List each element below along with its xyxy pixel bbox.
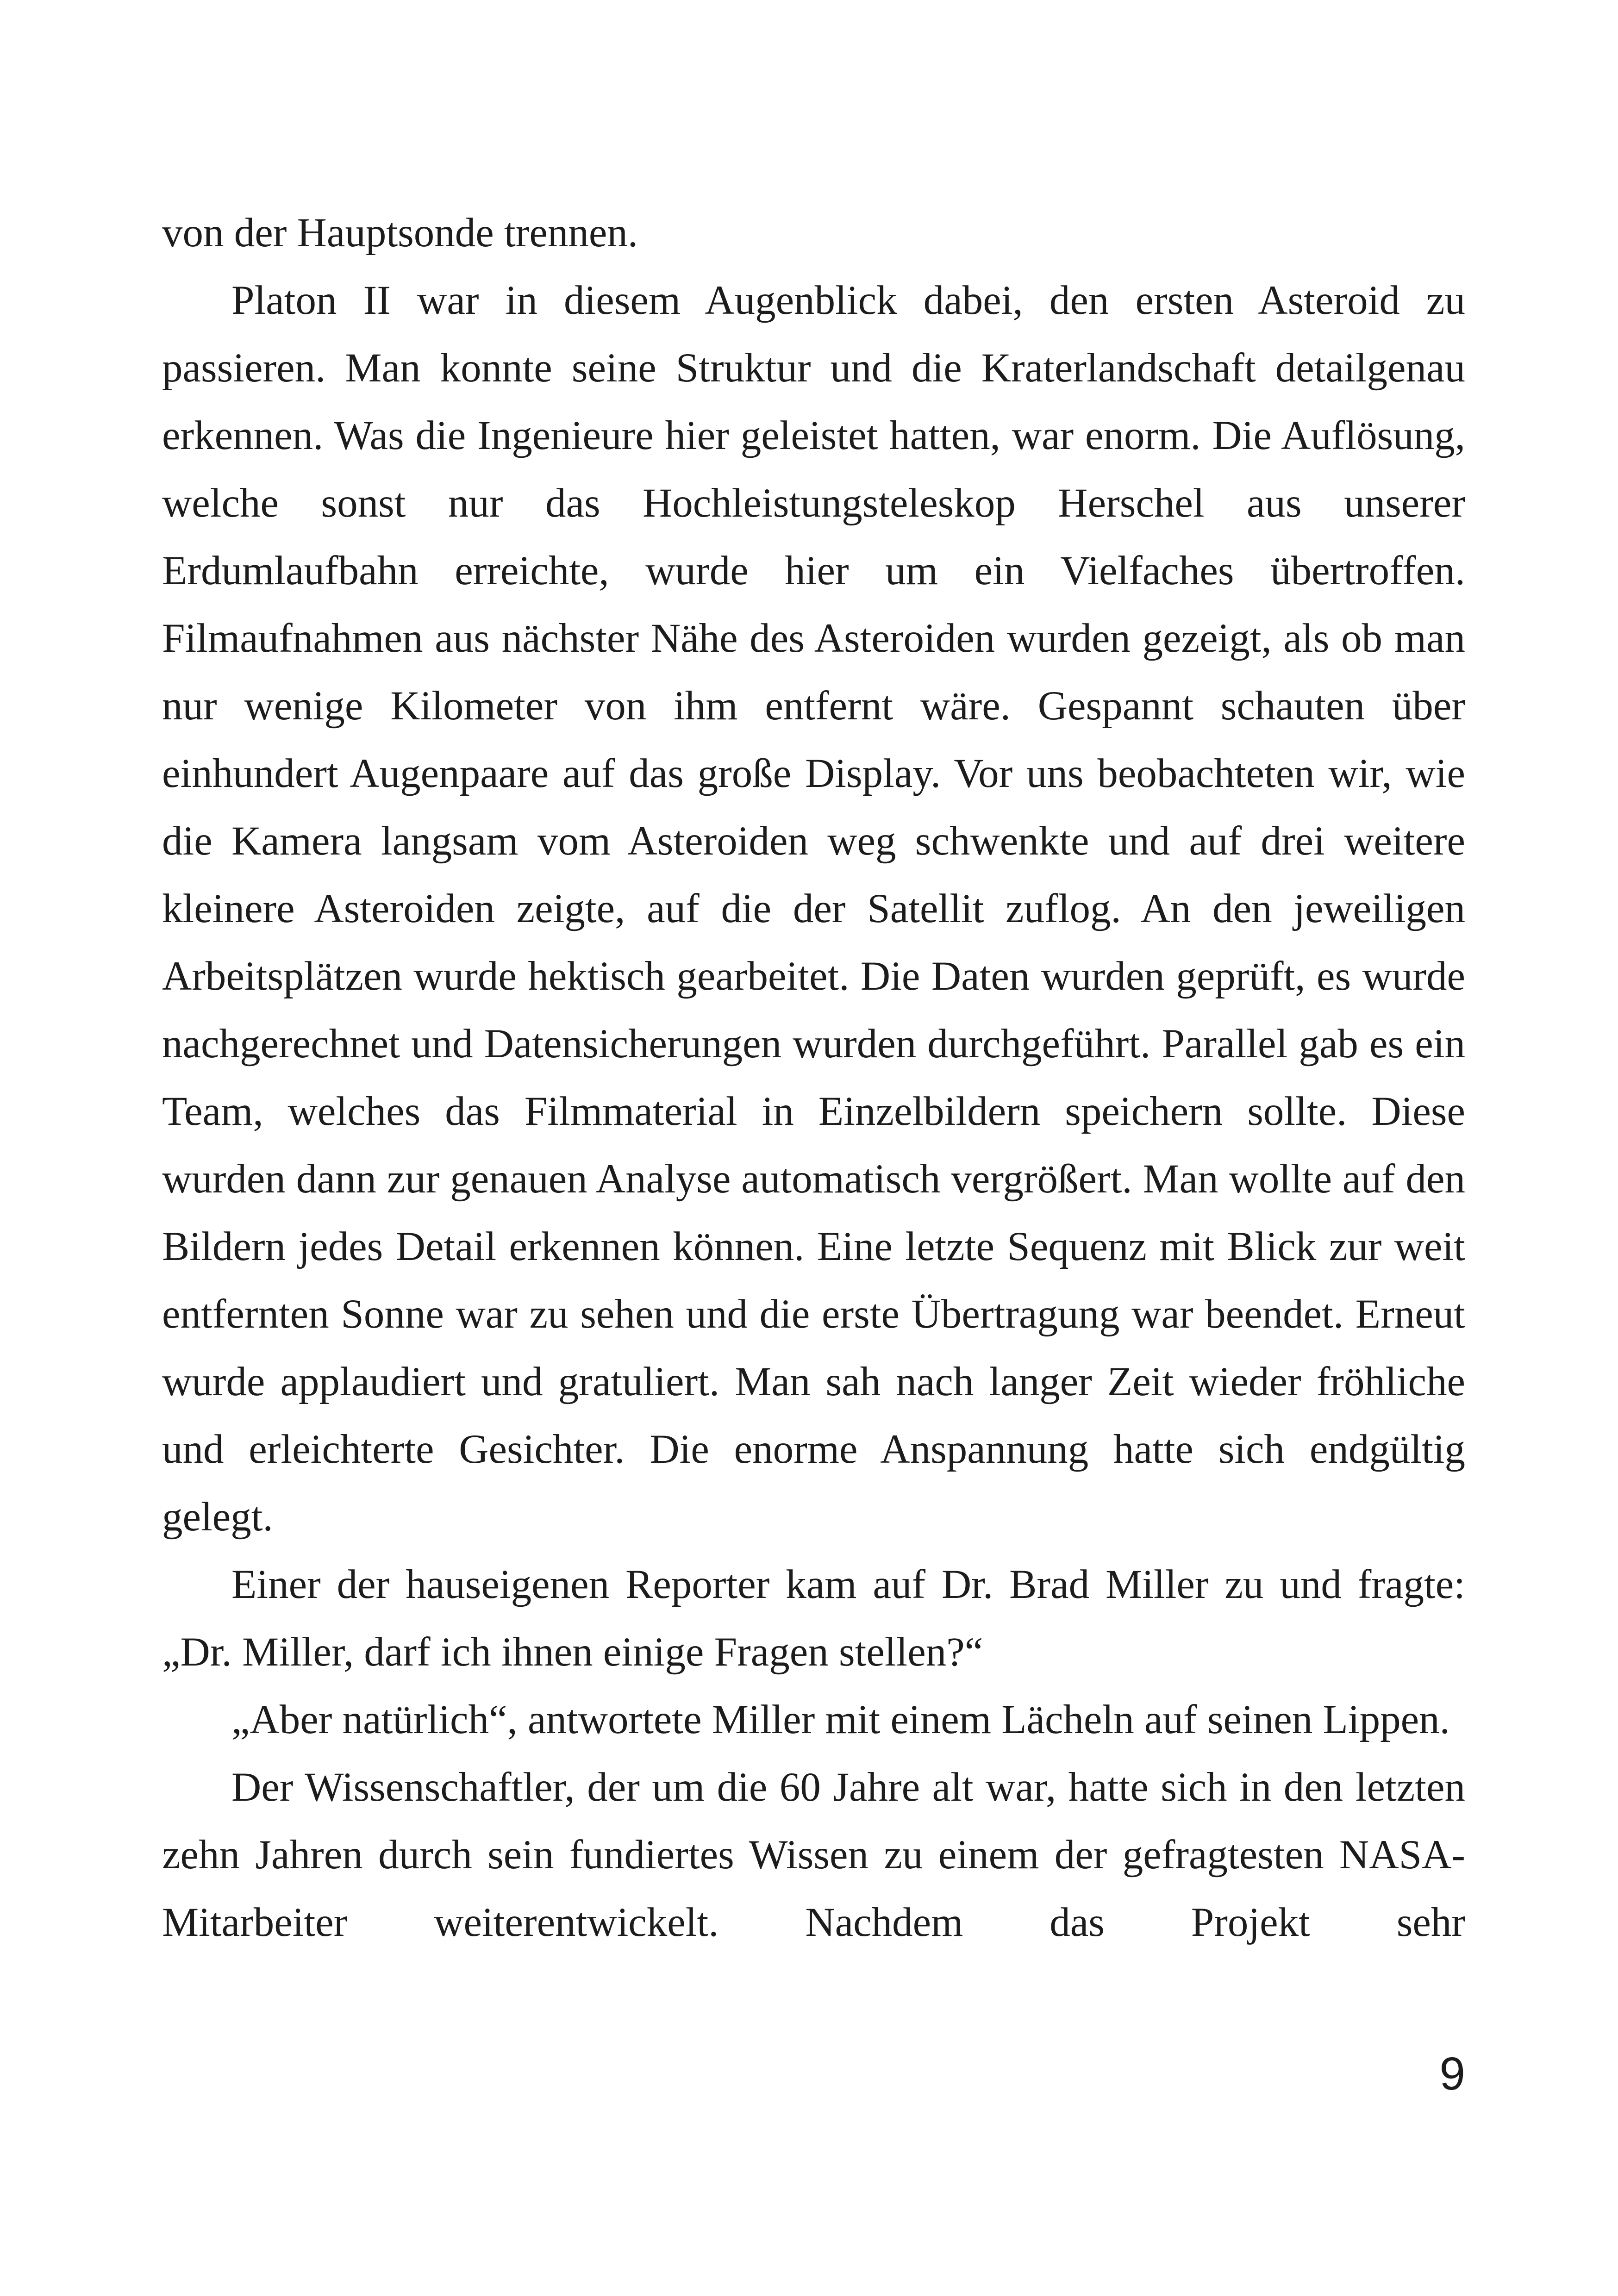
- page-number: 9: [1439, 2048, 1465, 2100]
- paragraph-continuation: von der Hauptsonde trennen.: [162, 210, 638, 256]
- body-text: [162, 199, 1465, 1956]
- paragraph-asteroid-flyby: Platon II war in diesem Augenblick dabei, den ersten Asteroid zu passieren. Man konnte seine Struktur und die Kraterlandschaft detailgenau erkennen. Was die Ingenieure hier geleistet hatten, war enorm. Die Auflösung, welche sonst nur das Hochleistungsteleskop Herschel aus unserer Erdumlaufbahn erreichte, wurde hier um ein Vielfaches übertroffen. Filmaufnahmen aus nächster Nähe des Asteroiden wurden gezeigt, als ob man nur wenige Kilometer von ihm entfernt wäre. Gespannt schauten über einhundert Augenpaare auf das große Display. Vor uns beobachteten wir, wie die Kamera langsam vom Asteroiden weg schwenkte und auf drei weitere kleinere Asteroiden zeigte, auf die der Satellit zuflog. An den jeweiligen Arbeitsplätzen wurde hektisch gearbeitet. Die Daten wurden geprüft, es wurde nachgerechnet und Datensicherungen wurden durchgeführt. Parallel gab es ein Team, welches das Filmmaterial in Einzelbildern speichern sollte. Diese wurden dann zur genauen Analyse automatisch vergrößert. Man wollte auf den Bildern jedes Detail erkennen können. Eine letzte Sequenz mit Blick zur weit entfernten Sonne war zu sehen und die erste Übertragung war beendet. Erneut wurde applaudiert und gratuliert. Man sah nach langer Zeit wieder fröhliche und erleichterte Gesichter. Die enorme Anspannung hatte sich endgültig gelegt.: [162, 278, 1465, 1540]
- paragraph-reporter-question: Einer der hauseigenen Reporter kam auf Dr. Brad Miller zu und fragte: „Dr. Miller, darf ich ihnen einige Fragen stellen?“: [162, 1562, 1465, 1675]
- paragraph-scientist-description: Der Wissenschaftler, der um die 60 Jahre alt war, hatte sich in den letzten zehn Jahren durch sein fundiertes Wissen zu einem der gefragtesten NASA-Mitarbeiter weiterentwickelt. Nachdem das Projekt sehr: [162, 1765, 1465, 1945]
- paragraph-miller-answer: „Aber natürlich“, antwortete Miller mit einem Lächeln auf seinen Lippen.: [231, 1697, 1450, 1742]
